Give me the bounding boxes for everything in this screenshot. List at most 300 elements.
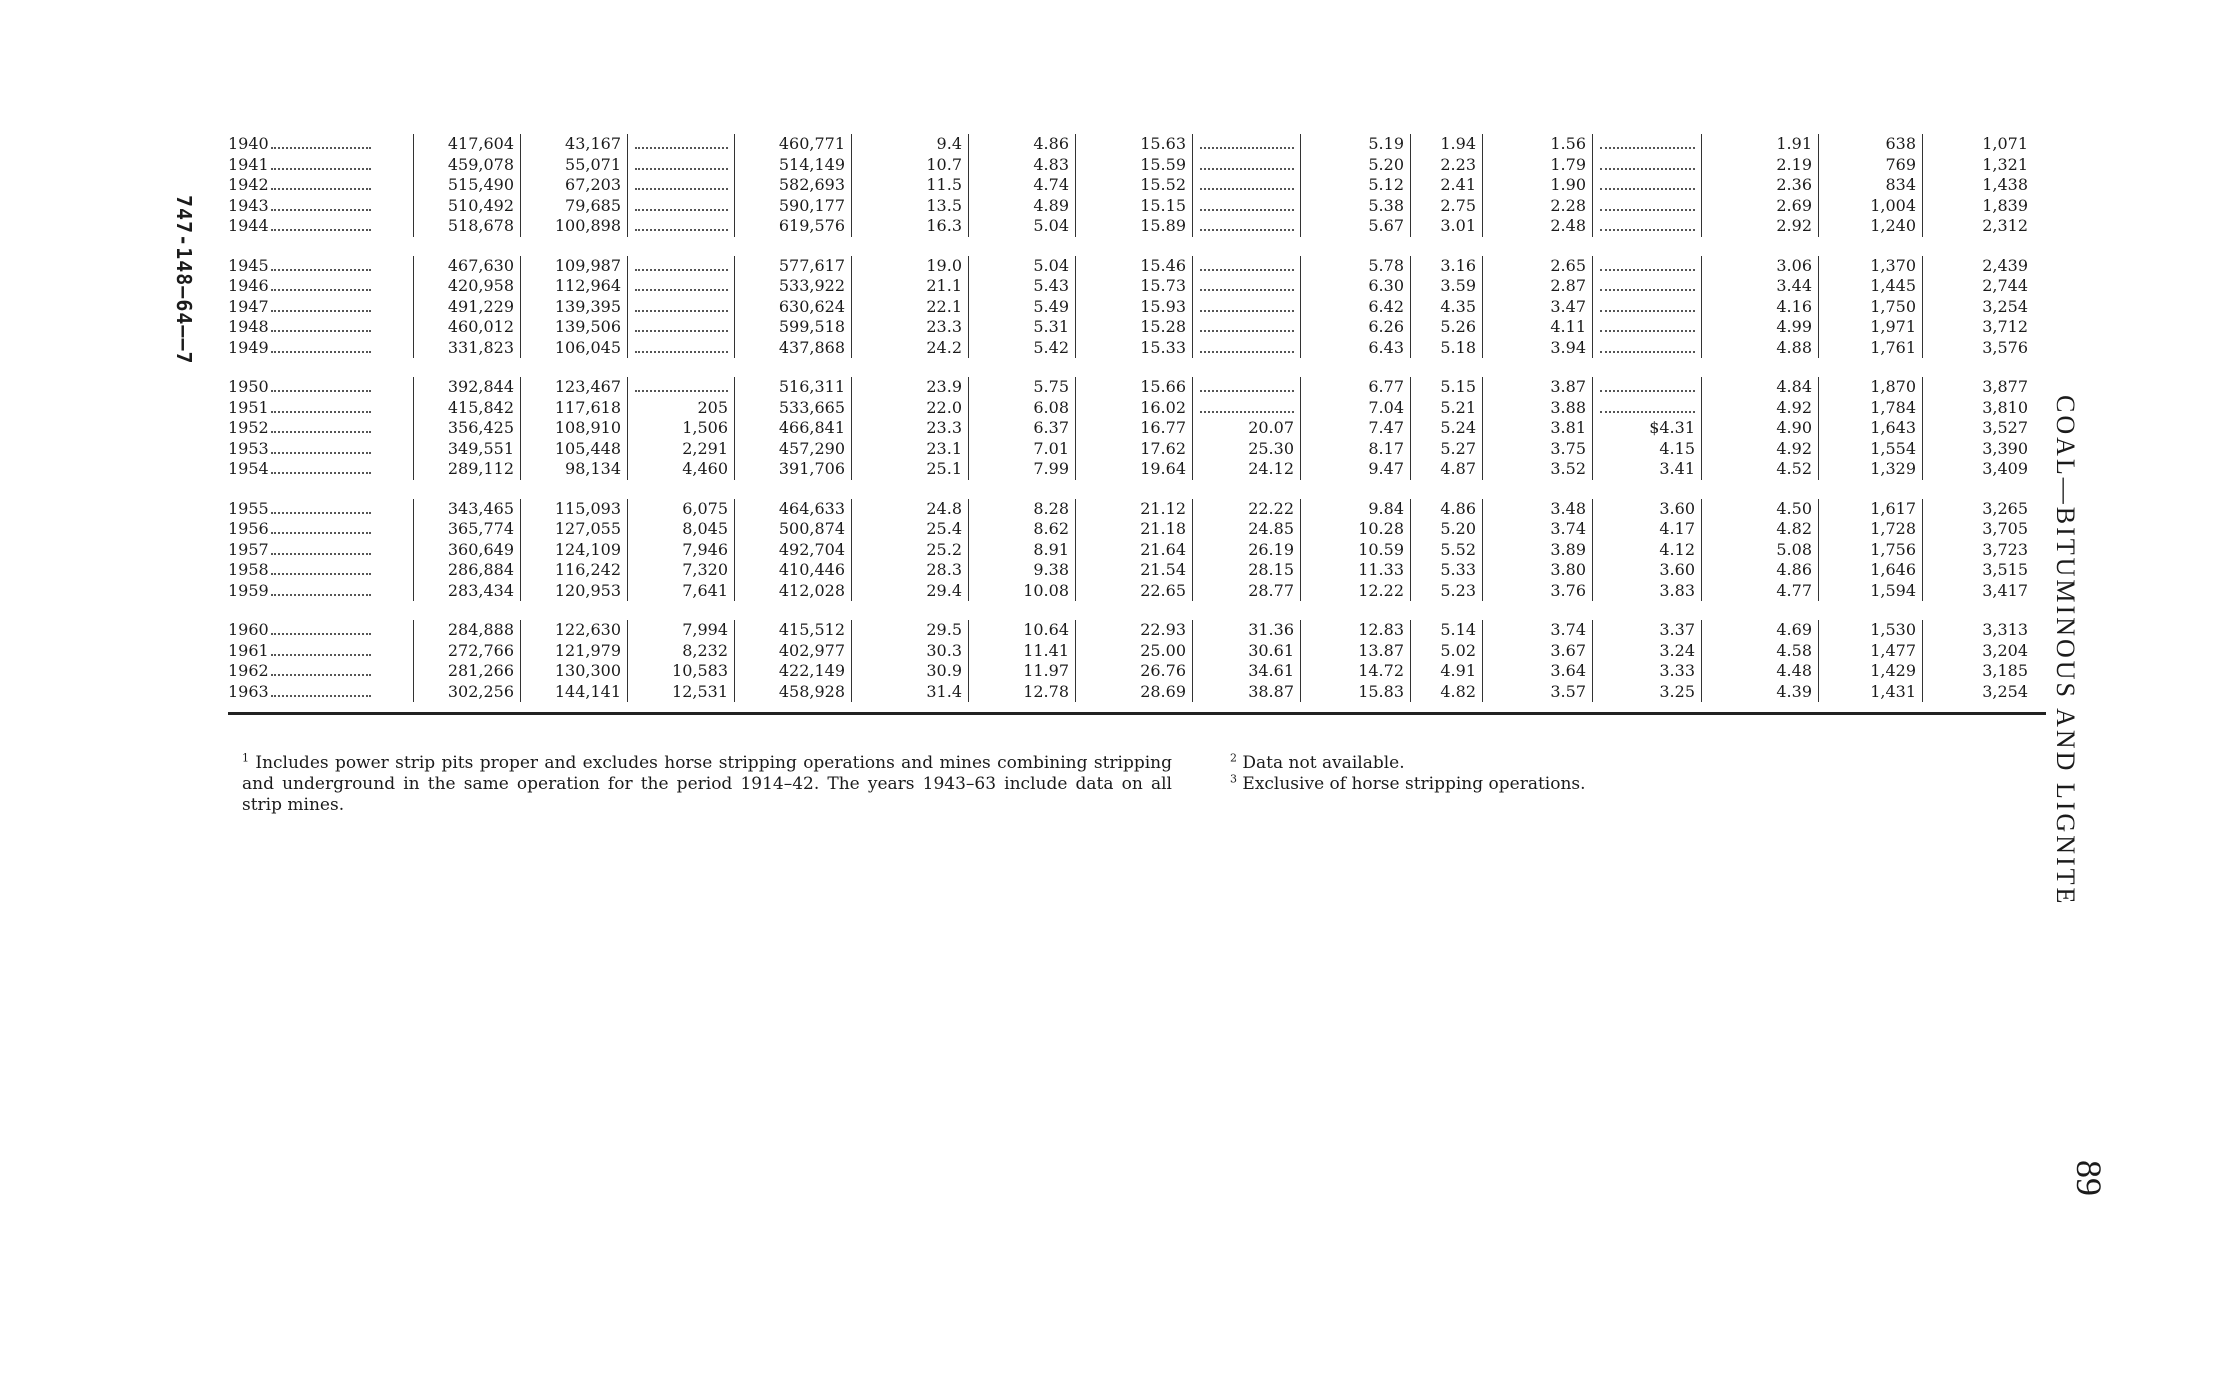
table-cell — [1593, 297, 1695, 318]
value-column — [1701, 377, 1818, 480]
table-cell: 3.81 — [1550, 418, 1586, 437]
leader-dots — [271, 302, 371, 312]
year-column — [228, 499, 413, 602]
table-cell: 38.87 — [1248, 681, 1294, 701]
table-cell — [628, 256, 728, 277]
table-cell: 1,321 — [1982, 154, 2028, 174]
value-column — [1482, 620, 1592, 702]
table-cell: 3,712 — [1982, 317, 2028, 336]
table-cell: 3.80 — [1550, 560, 1586, 579]
year-label: 1953 — [228, 438, 269, 458]
table-cell: 638 — [1885, 134, 1916, 153]
table-cell: 3,576 — [1982, 337, 2028, 357]
table-cell: 516,311 — [778, 377, 845, 396]
table-cell: 5.49 — [1033, 296, 1069, 316]
table-cell: 11.33 — [1358, 560, 1404, 579]
table-cell: 1.94 — [1440, 134, 1476, 153]
leader-dots — [271, 586, 371, 596]
table-cell: 1.56 — [1550, 134, 1586, 153]
table-cell: 458,928 — [778, 681, 845, 701]
table-cell: 123,467 — [554, 377, 621, 396]
table-cell: 8,232 — [682, 640, 728, 660]
table-cell: 109,987 — [554, 255, 621, 275]
value-column — [1300, 256, 1410, 359]
value-column — [1410, 134, 1482, 237]
table-cell: 4.35 — [1440, 296, 1476, 316]
not-available-dash — [635, 160, 728, 170]
table-cell: 22.0 — [926, 397, 962, 417]
table-cell — [1593, 134, 1695, 155]
leader-dots — [271, 444, 371, 454]
table-cell: 4.69 — [1776, 620, 1812, 639]
value-column — [520, 620, 627, 702]
value-column — [520, 499, 627, 602]
year-cell — [228, 581, 413, 602]
table-cell: 4.89 — [1033, 195, 1069, 215]
value-column — [1410, 620, 1482, 702]
table-cell: 6.30 — [1368, 276, 1404, 295]
table-cell: 2,291 — [682, 438, 728, 458]
running-head: COAL—BITUMINOUS AND LIGNITE — [2051, 395, 2080, 907]
table-cell: 3.76 — [1550, 580, 1586, 600]
year-label: 1944 — [228, 216, 269, 235]
table-cell: 8.17 — [1368, 438, 1404, 458]
table-cell: 7,946 — [682, 539, 728, 559]
year-label: 1962 — [228, 661, 269, 680]
year-group — [228, 620, 2046, 702]
footnote-3-text: Exclusive of horse stripping operations. — [1242, 774, 1586, 794]
table-cell: 2.75 — [1440, 195, 1476, 215]
table-cell: 1,617 — [1870, 498, 1916, 518]
table-cell: 3.48 — [1550, 498, 1586, 518]
table-cell: 3.94 — [1550, 337, 1586, 357]
table-cell: 5.33 — [1440, 560, 1476, 579]
leader-dots — [271, 281, 371, 291]
footnote-1 — [242, 753, 1172, 816]
table-cell: 515,490 — [447, 175, 514, 194]
table-cell: 4.77 — [1776, 580, 1812, 600]
table-cell: 5.02 — [1440, 640, 1476, 660]
not-available-dash — [1600, 180, 1695, 190]
not-available-dash — [635, 180, 728, 190]
table-cell: $4.31 — [1649, 418, 1695, 437]
table-cell — [1193, 155, 1294, 176]
footnote-3-mark: 3 — [1230, 772, 1237, 786]
value-column — [627, 256, 734, 359]
footnote-3 — [1230, 774, 1586, 795]
table-cell: 10.08 — [1023, 580, 1069, 600]
value-column — [851, 377, 968, 480]
table-cell: 4.87 — [1440, 459, 1476, 478]
table-cell: 4.74 — [1033, 175, 1069, 194]
year-column — [228, 620, 413, 702]
value-column — [968, 499, 1075, 602]
not-available-dash — [1600, 281, 1695, 291]
value-column — [1701, 620, 1818, 702]
year-label: 1952 — [228, 418, 269, 437]
not-available-dash — [1200, 403, 1294, 413]
table-cell — [1593, 196, 1695, 217]
table-cell: 4.15 — [1659, 438, 1695, 458]
value-column — [1192, 134, 1300, 237]
not-available-dash — [635, 221, 728, 231]
table-cell: 24.8 — [926, 498, 962, 518]
table-cell: 5.75 — [1033, 377, 1069, 396]
table-cell: 3.44 — [1776, 276, 1812, 295]
table-cell — [628, 196, 728, 217]
table-cell: 3.57 — [1550, 681, 1586, 701]
table-cell: 491,229 — [447, 296, 514, 316]
table-cell: 124,109 — [554, 539, 621, 559]
table-cell: 3,204 — [1982, 640, 2028, 660]
table-cell: 533,665 — [778, 397, 845, 417]
not-available-dash — [1200, 281, 1294, 291]
not-available-dash — [635, 343, 728, 353]
year-cell — [228, 620, 413, 641]
table-cell: 3.33 — [1659, 661, 1695, 680]
value-column — [734, 377, 851, 480]
leader-dots — [271, 261, 371, 271]
not-available-dash — [635, 139, 728, 149]
table-cell: 467,630 — [447, 255, 514, 275]
table-cell: 1,870 — [1870, 377, 1916, 396]
table-cell — [1193, 338, 1294, 359]
table-cell: 122,630 — [554, 620, 621, 639]
table-cell: 24.12 — [1248, 459, 1294, 478]
table-cell: 4.12 — [1659, 539, 1695, 559]
not-available-dash — [1200, 139, 1294, 149]
year-label: 1961 — [228, 640, 269, 660]
year-label: 1951 — [228, 397, 269, 417]
year-group — [228, 256, 2046, 359]
leader-dots — [271, 646, 371, 656]
table-cell: 3,723 — [1982, 539, 2028, 559]
footnotes-right — [1230, 753, 1586, 816]
table-cell: 3,265 — [1982, 498, 2028, 518]
table-cell: 5.38 — [1368, 195, 1404, 215]
table-cell: 1,071 — [1982, 134, 2028, 153]
table-cell: 1,839 — [1982, 195, 2028, 215]
table-cell: 2,744 — [1982, 276, 2028, 295]
value-column — [1300, 499, 1410, 602]
data-table — [228, 134, 2046, 715]
table-cell: 3,390 — [1982, 438, 2028, 458]
table-cell: 769 — [1885, 154, 1916, 174]
value-column — [851, 134, 968, 237]
table-cell: 11.97 — [1023, 661, 1069, 680]
table-cell: 26.76 — [1140, 661, 1186, 680]
table-cell: 5.04 — [1033, 216, 1069, 235]
table-cell: 23.3 — [926, 317, 962, 336]
value-column — [627, 377, 734, 480]
leader-dots — [271, 139, 371, 149]
table-cell: 6.37 — [1033, 418, 1069, 437]
table-cell — [628, 134, 728, 155]
table-cell: 5.21 — [1440, 397, 1476, 417]
table-cell: 139,395 — [554, 296, 621, 316]
table-cell: 5.20 — [1440, 519, 1476, 538]
year-label: 1942 — [228, 175, 269, 194]
year-column — [228, 377, 413, 480]
not-available-dash — [635, 322, 728, 332]
table-cell: 21.1 — [926, 276, 962, 295]
table-cell: 7.47 — [1368, 418, 1404, 437]
year-column — [228, 134, 413, 237]
table-cell — [628, 216, 728, 237]
table-cell: 3,810 — [1982, 397, 2028, 417]
table-cell: 6,075 — [682, 498, 728, 518]
value-column — [1922, 620, 2034, 702]
table-cell: 15.28 — [1140, 317, 1186, 336]
table-cell: 3.24 — [1659, 640, 1695, 660]
table-cell: 10.59 — [1358, 539, 1404, 559]
year-group — [228, 134, 2046, 237]
leader-dots — [271, 504, 371, 514]
table-cell: 8.28 — [1033, 498, 1069, 518]
table-cell: 8.91 — [1033, 539, 1069, 559]
table-cell: 1,506 — [682, 418, 728, 437]
year-cell — [228, 377, 413, 398]
value-column — [1592, 134, 1701, 237]
table-cell: 106,045 — [554, 337, 621, 357]
table-cell: 4.11 — [1550, 317, 1586, 336]
year-cell — [228, 216, 413, 237]
not-available-dash — [1200, 302, 1294, 312]
not-available-dash — [635, 261, 728, 271]
table-cell: 3.60 — [1659, 560, 1695, 579]
table-cell: 2.65 — [1550, 255, 1586, 275]
table-cell: 9.4 — [936, 134, 962, 153]
table-cell: 4.82 — [1440, 681, 1476, 701]
table-cell: 12.83 — [1358, 620, 1404, 639]
value-column — [734, 620, 851, 702]
table-cell: 25.2 — [926, 539, 962, 559]
table-cell: 8,045 — [682, 519, 728, 538]
table-cell: 4,460 — [682, 459, 728, 478]
year-cell — [228, 439, 413, 460]
table-cell: 7.04 — [1368, 397, 1404, 417]
table-cell: 5.78 — [1368, 255, 1404, 275]
side-stamp: 747-148—64——7 — [172, 195, 196, 365]
table-cell: 31.4 — [926, 681, 962, 701]
table-cell: 5.18 — [1440, 337, 1476, 357]
year-label: 1960 — [228, 620, 269, 639]
value-column — [520, 134, 627, 237]
value-column — [1192, 499, 1300, 602]
value-column — [1592, 256, 1701, 359]
table-cell: 15.33 — [1140, 337, 1186, 357]
table-cell: 29.4 — [926, 580, 962, 600]
not-available-dash — [1200, 180, 1294, 190]
table-cell: 17.62 — [1140, 438, 1186, 458]
not-available-dash — [1600, 322, 1695, 332]
table-cell: 31.36 — [1248, 620, 1294, 639]
table-cell: 3.89 — [1550, 539, 1586, 559]
year-label: 1948 — [228, 317, 269, 336]
table-cell: 15.15 — [1140, 195, 1186, 215]
table-cell: 67,203 — [565, 175, 621, 194]
year-label: 1958 — [228, 560, 269, 579]
value-column — [1922, 256, 2034, 359]
table-cell: 533,922 — [778, 276, 845, 295]
year-label: 1957 — [228, 539, 269, 559]
table-cell: 28.15 — [1248, 560, 1294, 579]
table-cell: 4.83 — [1033, 154, 1069, 174]
table-cell — [628, 377, 728, 398]
table-cell: 22.93 — [1140, 620, 1186, 639]
not-available-dash — [1600, 139, 1695, 149]
leader-dots — [271, 160, 371, 170]
value-column — [1075, 256, 1192, 359]
table-cell — [1193, 276, 1294, 297]
value-column — [1818, 620, 1922, 702]
table-cell: 2.87 — [1550, 276, 1586, 295]
year-label: 1963 — [228, 681, 269, 701]
table-cell: 5.52 — [1440, 539, 1476, 559]
table-cell: 23.9 — [926, 377, 962, 396]
table-cell — [628, 297, 728, 318]
table-cell: 492,704 — [778, 539, 845, 559]
table-cell: 2,312 — [1982, 216, 2028, 235]
table-cell: 79,685 — [565, 195, 621, 215]
table-cell: 577,617 — [778, 255, 845, 275]
table-cell: 1,329 — [1870, 459, 1916, 478]
leader-dots — [271, 666, 371, 676]
table-cell: 5.67 — [1368, 216, 1404, 235]
not-available-dash — [1200, 221, 1294, 231]
table-cell: 619,576 — [778, 216, 845, 235]
table-cell: 2.69 — [1776, 195, 1812, 215]
table-cell: 1,728 — [1870, 519, 1916, 538]
year-column — [228, 256, 413, 359]
footnotes — [242, 753, 2042, 816]
table-cell: 402,977 — [778, 640, 845, 660]
table-cell: 9.38 — [1033, 560, 1069, 579]
value-column — [1701, 256, 1818, 359]
value-column — [1818, 499, 1922, 602]
table-cell: 117,618 — [554, 397, 621, 417]
table-cell: 116,242 — [554, 560, 621, 579]
table-cell: 43,167 — [565, 134, 621, 153]
not-available-dash — [1600, 403, 1695, 413]
year-label: 1959 — [228, 580, 269, 600]
table-cell: 4.84 — [1776, 377, 1812, 396]
table-cell: 4.90 — [1776, 418, 1812, 437]
table-cell — [1193, 377, 1294, 398]
table-cell: 15.46 — [1140, 255, 1186, 275]
value-column — [1192, 377, 1300, 480]
value-column — [851, 499, 968, 602]
table-cell: 23.1 — [926, 438, 962, 458]
table-cell: 15.52 — [1140, 175, 1186, 194]
table-cell: 15.83 — [1358, 681, 1404, 701]
footnote-2 — [1230, 753, 1586, 774]
table-cell: 4.16 — [1776, 296, 1812, 316]
table-cell: 15.59 — [1140, 154, 1186, 174]
year-cell — [228, 560, 413, 581]
table-cell: 1,784 — [1870, 397, 1916, 417]
table-cell: 4.48 — [1776, 661, 1812, 680]
table-cell: 15.73 — [1140, 276, 1186, 295]
value-column — [520, 377, 627, 480]
table-cell: 518,678 — [447, 216, 514, 235]
value-column — [1922, 377, 2034, 480]
table-cell: 130,300 — [554, 661, 621, 680]
table-cell: 349,551 — [447, 438, 514, 458]
table-cell: 29.5 — [926, 620, 962, 639]
table-cell: 1,477 — [1870, 640, 1916, 660]
table-cell: 289,112 — [447, 459, 514, 478]
table-cell: 343,465 — [447, 498, 514, 518]
table-cell: 460,771 — [778, 134, 845, 153]
table-cell: 16.3 — [926, 216, 962, 235]
table-cell: 10.28 — [1358, 519, 1404, 538]
table-cell: 3.74 — [1550, 519, 1586, 538]
table-cell: 5.14 — [1440, 620, 1476, 639]
table-cell: 28.77 — [1248, 580, 1294, 600]
table-cell: 105,448 — [554, 438, 621, 458]
not-available-dash — [1200, 382, 1294, 392]
table-cell — [628, 155, 728, 176]
table-cell — [1593, 377, 1695, 398]
year-label: 1941 — [228, 154, 269, 174]
not-available-dash — [1200, 322, 1294, 332]
leader-dots — [271, 180, 371, 190]
table-cell: 30.61 — [1248, 640, 1294, 660]
value-column — [1701, 134, 1818, 237]
table-cell: 392,844 — [447, 377, 514, 396]
table-cell: 21.54 — [1140, 560, 1186, 579]
footnote-2-text: Data not available. — [1242, 753, 1405, 773]
leader-dots — [271, 625, 371, 635]
table-cell: 417,604 — [447, 134, 514, 153]
table-cell: 1,431 — [1870, 681, 1916, 701]
table-cell: 10.7 — [926, 154, 962, 174]
table-cell: 1,438 — [1982, 175, 2028, 194]
value-column — [734, 499, 851, 602]
year-cell — [228, 338, 413, 359]
value-column — [1410, 499, 1482, 602]
table-cell: 5.23 — [1440, 580, 1476, 600]
table-cell: 30.3 — [926, 640, 962, 660]
table-cell: 5.20 — [1368, 154, 1404, 174]
table-cell: 1.79 — [1550, 154, 1586, 174]
year-cell — [228, 641, 413, 662]
table-cell: 460,012 — [447, 317, 514, 336]
table-cell: 20.07 — [1248, 418, 1294, 437]
year-label: 1943 — [228, 195, 269, 215]
table-cell: 3.64 — [1550, 661, 1586, 680]
table-cell: 15.89 — [1140, 216, 1186, 235]
table-cell: 5.08 — [1776, 539, 1812, 559]
table-cell: 2.41 — [1440, 175, 1476, 194]
table-cell: 12.22 — [1358, 580, 1404, 600]
table-cell: 1,429 — [1870, 661, 1916, 680]
footnote-2-mark: 2 — [1230, 751, 1237, 765]
table-cell: 6.42 — [1368, 296, 1404, 316]
table-cell: 144,141 — [554, 681, 621, 701]
value-column — [968, 377, 1075, 480]
value-column — [1592, 377, 1701, 480]
table-cell: 10.64 — [1023, 620, 1069, 639]
table-cell: 6.26 — [1368, 317, 1404, 336]
value-column — [734, 256, 851, 359]
table-cell: 437,868 — [778, 337, 845, 357]
value-column — [1818, 134, 1922, 237]
table-cell: 55,071 — [565, 154, 621, 174]
table-cell: 25.00 — [1140, 640, 1186, 660]
table-cell: 412,028 — [778, 580, 845, 600]
